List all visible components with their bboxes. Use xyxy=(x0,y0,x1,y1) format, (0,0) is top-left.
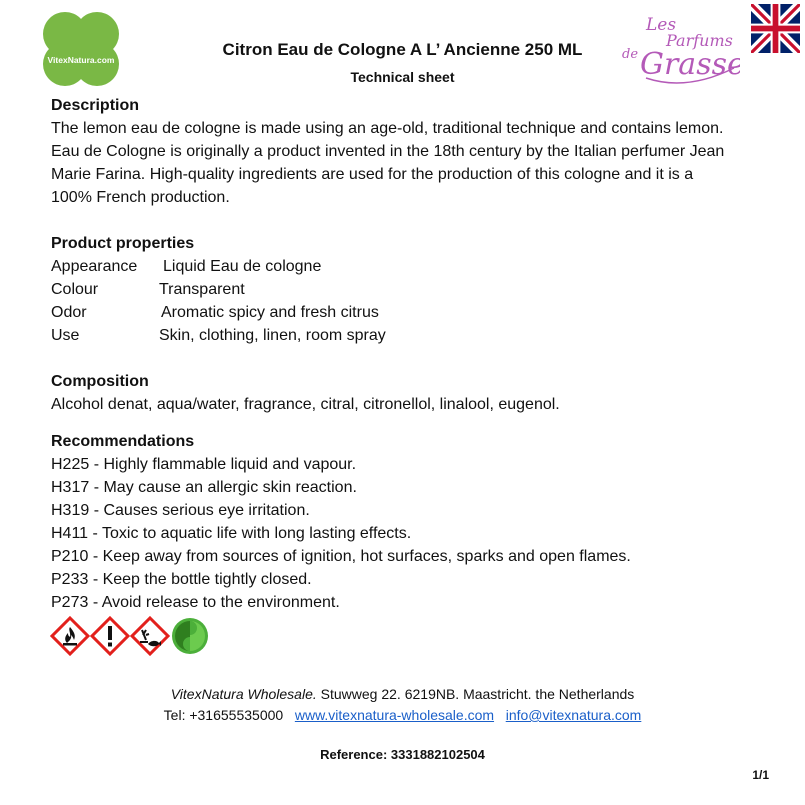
property-label: Appearance xyxy=(51,258,138,275)
company-name: VitexNatura Wholesale. xyxy=(170,686,317,702)
property-row xyxy=(51,255,771,278)
hazard-pictograms xyxy=(50,616,210,658)
properties-heading: Product properties xyxy=(51,235,195,252)
hazard-statement: H411 - Toxic to aquatic life with long lasting effects. xyxy=(51,525,412,542)
property-label: Colour xyxy=(51,281,99,298)
uk-flag-icon xyxy=(751,4,800,53)
telephone: Tel: +31655535000 xyxy=(163,707,284,723)
hazard-statement: H225 - Highly flammable liquid and vapour. xyxy=(51,456,357,473)
recommendations-section xyxy=(51,430,771,614)
exclamation-icon xyxy=(90,616,130,656)
property-value: Liquid Eau de cologne xyxy=(163,258,322,275)
description-section xyxy=(51,94,771,209)
properties-section xyxy=(51,232,771,347)
parfums-de-grasse-logo xyxy=(616,8,740,86)
description-line: Marie Farina. High-quality ingredients are used for the production of this cologne and it is a xyxy=(51,166,694,183)
environment-hazard-icon xyxy=(130,616,170,656)
description-line: Eau de Cologne is originally a product invented in the 18th century by the Italian perfumer Jean xyxy=(51,143,725,160)
property-row xyxy=(51,278,771,301)
hazard-statement: H317 - May cause an allergic skin reaction. xyxy=(51,479,357,496)
property-label: Odor xyxy=(51,304,87,321)
composition-section xyxy=(51,370,771,416)
description-line: 100% French production. xyxy=(51,189,230,206)
property-value: Transparent xyxy=(159,281,245,298)
precaution-statement: P210 - Keep away from sources of ignition, hot surfaces, sparks and open flames. xyxy=(51,548,631,565)
description-line: The lemon eau de cologne is made using an age-old, traditional technique and contains lemon. xyxy=(51,120,724,137)
hazard-statement: H319 - Causes serious eye irritation. xyxy=(51,502,310,519)
property-row xyxy=(51,301,771,324)
property-value: Aromatic spicy and fresh citrus xyxy=(161,304,379,321)
page-title: Citron Eau de Cologne A L’ Ancienne 250 ML xyxy=(222,40,583,59)
composition-heading: Composition xyxy=(51,373,149,390)
property-value: Skin, clothing, linen, room spray xyxy=(159,327,386,344)
recommendations-heading: Recommendations xyxy=(51,433,195,450)
page-number: 1/1 xyxy=(752,768,769,782)
property-label: Use xyxy=(51,327,80,344)
svg-text:Les: Les xyxy=(646,15,677,35)
green-dot-recycle-icon xyxy=(170,616,210,656)
composition-text: Alcohol denat, aqua/water, fragrance, citral, citronellol, linalool, eugenol. xyxy=(51,396,560,413)
svg-text:Parfums: Parfums xyxy=(666,31,733,50)
page-subtitle: Technical sheet xyxy=(350,69,455,85)
website-link[interactable]: www.vitexnatura-wholesale.com xyxy=(294,707,495,723)
precaution-statement: P273 - Avoid release to the environment. xyxy=(51,594,340,611)
company-address: Stuwweg 22. 6219NB. Maastricht. the Netherlands xyxy=(320,686,635,702)
brand-logo-icon xyxy=(616,8,740,86)
reference-number: Reference: 3331882102504 xyxy=(320,747,485,762)
flammable-icon xyxy=(50,616,90,656)
logo-text: VitexNatura.com xyxy=(47,55,115,65)
svg-text:de: de xyxy=(622,47,639,62)
contact-line xyxy=(0,707,805,723)
precaution-statement: P233 - Keep the bottle tightly closed. xyxy=(51,571,312,588)
svg-text:Grasse: Grasse xyxy=(640,47,740,82)
description-heading: Description xyxy=(51,97,140,114)
property-row xyxy=(51,324,771,347)
email-link[interactable]: info@vitexnatura.com xyxy=(505,707,642,723)
company-address-line xyxy=(0,686,805,702)
